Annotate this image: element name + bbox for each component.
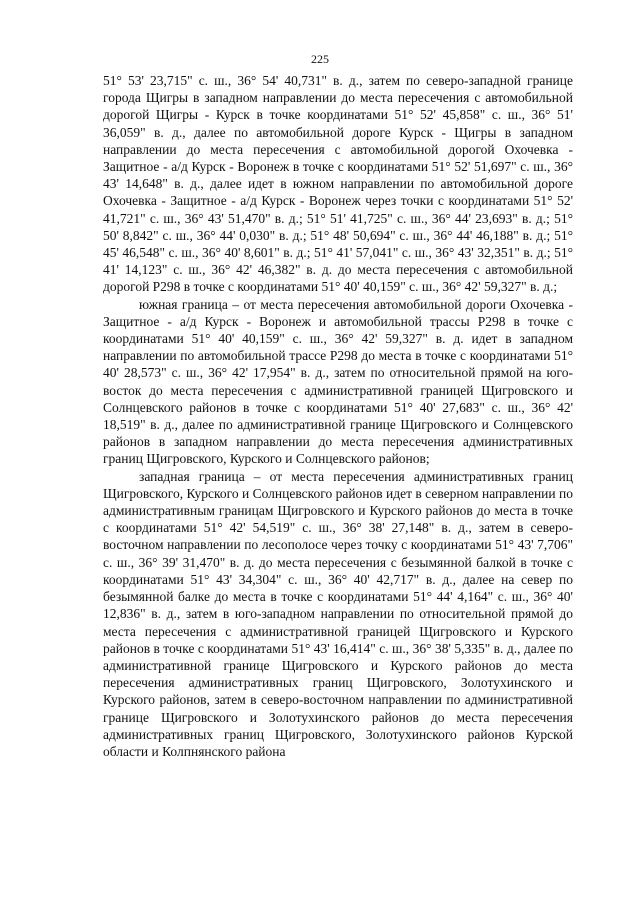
paragraph-boundary-continuation: 51° 53' 23,715" с. ш., 36° 54' 40,731" в. д., затем по северо-западной границе города Щигры в западном направлении до места пересечения с автомобильной дорогой Щигры - Курск в точке координатами 51° 52' 45,858" с. ш., 36° 51' 36,059" в. д., далее по автомобильной дороге Курск - Щигры в западном направлении до места пересечения с автомобильной дорогой Охочевка - Защитное - а/д Курск - Воронеж в точке с координатами 51° 52' 51,697" с. ш., 36° 43' 14,648" в. д., далее идет в южном направлении по автомобильной дороге Охочевка - Защитное - а/д Курск - Воронеж через точки с координатами 51° 52' 41,721" с. ш., 36° 43' 51,470" в. д.; 51° 51' 41,725" с. ш., 36° 44' 23,693" в. д.; 51° 50' 8,842" с. ш., 36° 44' 0,030" в. д.; 51° 48' 50,694" с. ш., 36° 44' 46,188" в. д.; 51° 45' 46,548" с. ш., 36° 40' 8,601" в. д.; 51° 41' 57,041" с. ш., 36° 43' 32,351" в. д.; 51° 41' 14,123" с. ш., 36° 42' 46,382" в. д. до места пересечения с автомобильной дорогой Р298 в точке с координатами 51° 40' 40,159" с. ш., 36° 42' 59,327" в. д.; <box>103 73 573 295</box>
paragraph-southern-boundary: южная граница – от места пересечения автомобильной дороги Охочевка - Защитное - а/д Курск - Воронеж и автомобильной трассы Р298 в точке с координатами 51° 40' 40,159" с. ш., 36° 42' 59,327" в. д. идет в западном направлении по автомобильной трассе Р298 до места в точке с координатами 51° 40' 28,573" с. ш., 36° 42' 17,954" в. д., затем по относительной прямой на юго-восток до места пересечения с административной границей Щигровского и Солнцевского районов в точке с координатами 51° 40' 27,683" с. ш., 36° 42' 18,519" в. д., далее по административной границе Щигровского и Солнцевского районов в западном направлении до места пересечения административных границ Щигровского, Курского и Солнцевского районов; <box>103 296 573 467</box>
paragraph-western-boundary: западная граница – от места пересечения административных границ Щигровского, Курского и Солнцевского районов идет в северном направлении по административным границам Щигровского и Курского районов до места в точке с координатами 51° 42' 54,519" с. ш., 36° 38' 27,148" в. д., затем в северо-восточном направлении по лесополосе через точку с координатами 51° 43' 7,706" с. ш., 36° 39' 31,470" в. д. до места пересечения с безымянной балкой в точке с координатами 51° 43' 34,304" с. ш., 36° 40' 42,717" в. д., далее на север по безымянной балке до места в точке с координатами 51° 44' 4,164" с. ш., 36° 40' 12,836" в. д., затем в юго-западном направлении по относительной прямой до места пересечения с административной границей Щигровского и Курского районов в точке с координатами 51° 43' 16,414" с. ш., 36° 38' 5,335" в. д., далее по административной границе Щигровского и Курского районов до места пересечения административных границ Щигровского, Золотухинского и Курского районов, затем в северо-восточном направлении по административной границе Щигровского и Золотухинского районов до места пересечения административных границ Щигровского, Золотухинского районов Курской области и Колпнянского района <box>103 468 573 759</box>
document-body <box>103 72 573 760</box>
page-number: 225 <box>311 52 329 66</box>
